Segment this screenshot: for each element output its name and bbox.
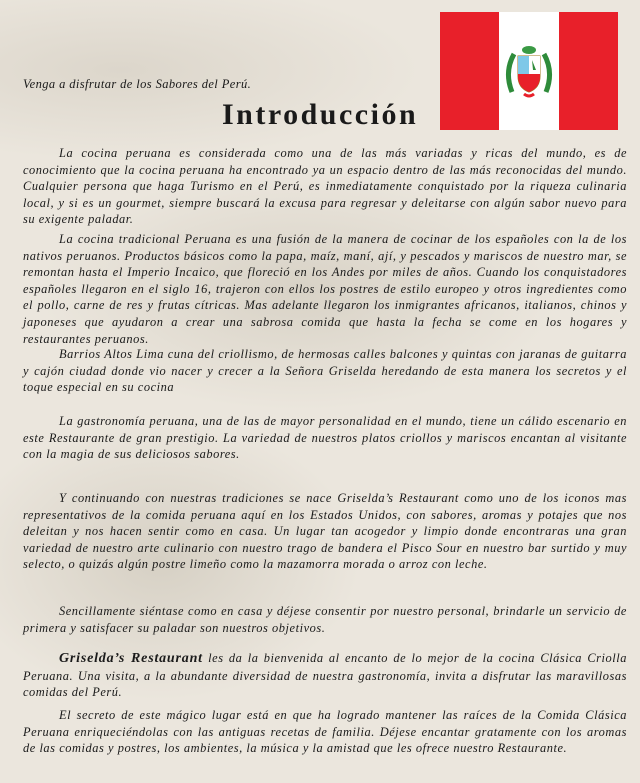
paragraph-closing: El secreto de este mágico lugar está en que ha logrado mantener las raíces de la Comida Clásica Peruana enriqueciéndolas con las antiguas recetas de familia. Déjese encantar gratamente con los aromas de las comidas y postres, los ambientes, la música y la amistad que les ofrece nuestro Restaurante. (23, 708, 627, 756)
tagline: Venga a disfrutar de los Sabores del Perú. (23, 77, 252, 91)
brand-name: Griselda’s Restaurant (59, 651, 203, 666)
peru-flag (440, 12, 618, 130)
page-title: Introducción (222, 98, 419, 131)
paragraph-traditions: Y continuando con nuestras tradiciones se nace Griselda’s Restaurant como uno de los iconos mas representativos de la comida peruana aquí en los Estados Unidos, con sabores, aromas y potajes que nos deleitan y nos hacen sentir como en casa. Un lugar tan acogedor y limpio donde encontraras una gran variedad de nuestro arte culinario con nuestro trago de bandera el Pisco Sour en nuestro bar surtido y muy selecto, o quizás algún postre limeño como la mazamorra morada o arroz con leche. (23, 491, 627, 572)
paragraph-service: Sencillamente siéntase como en casa y déjese consentir por nuestro personal, brindarle un servicio de primera y satisfacer su paladar son nuestros objetivos. (23, 604, 627, 635)
paragraph-intro: La cocina peruana es considerada como una de las más variadas y ricas del mundo, es de conocimiento que la cocina peruana ha encontrado ya un espacio dentro de las más reconocidas del mundo. Cualquier persona que haga Turismo en el Perú, es inmediatamente conquistado por la riqueza culinaria local, y si es un gourmet, siempre buscará la excusa para regresar y deleitarse con algún sabor nuevo para su exigente paladar. (23, 146, 627, 227)
paragraph-tradition: La cocina tradicional Peruana es una fusión de la manera de cocinar de los españoles con la de los nativos peruanos. Productos básicos como la papa, maíz, maní, ají, y pescados y mariscos de nuestro mar, se remontan hasta el Imperio Incaico, que floreció en los Andes por miles de años. Cuando los conquistadores españoles llegaron en el siglo 16, trajeron con ellos los postres de estilo europeo y otros ingredientes como el pollo, carne de res y frutas cítricas. Mas adelante llegaron los inmigrantes africanos, italianos, chinos y japoneses que ayudaron a crear una sabrosa comida que hasta la fecha se come en los hogares y restaurantes peruanos. (23, 232, 627, 346)
welcome-text: les da la bienvenida al encanto de lo mejor de la cocina Clásica Criolla Peruana. Una visita, a la abundante diversidad de nuestra gastronomía, invita a disfrutar las maravillosas comidas del Perú. (23, 651, 628, 700)
paragraph-barrios-altos: Barrios Altos Lima cuna del criollismo, de hermosas calles balcones y quintas con jaranas de guitarra y cajón ciudad donde vio nacer y crecer a la Señora Griselda heredando de esta manera los secretos y el toque especial en su cocina (23, 347, 627, 395)
coat-of-arms-icon (504, 42, 554, 102)
paragraph-welcome (23, 650, 627, 701)
paragraph-gastronomy: La gastronomía peruana, una de las de mayor personalidad en el mundo, tiene un cálido escenario en este Restaurante de gran prestigio. La variedad de nuestros platos criollos y mariscos encantan al visitante con la magia de sus deliciosos sabores. (23, 414, 627, 462)
